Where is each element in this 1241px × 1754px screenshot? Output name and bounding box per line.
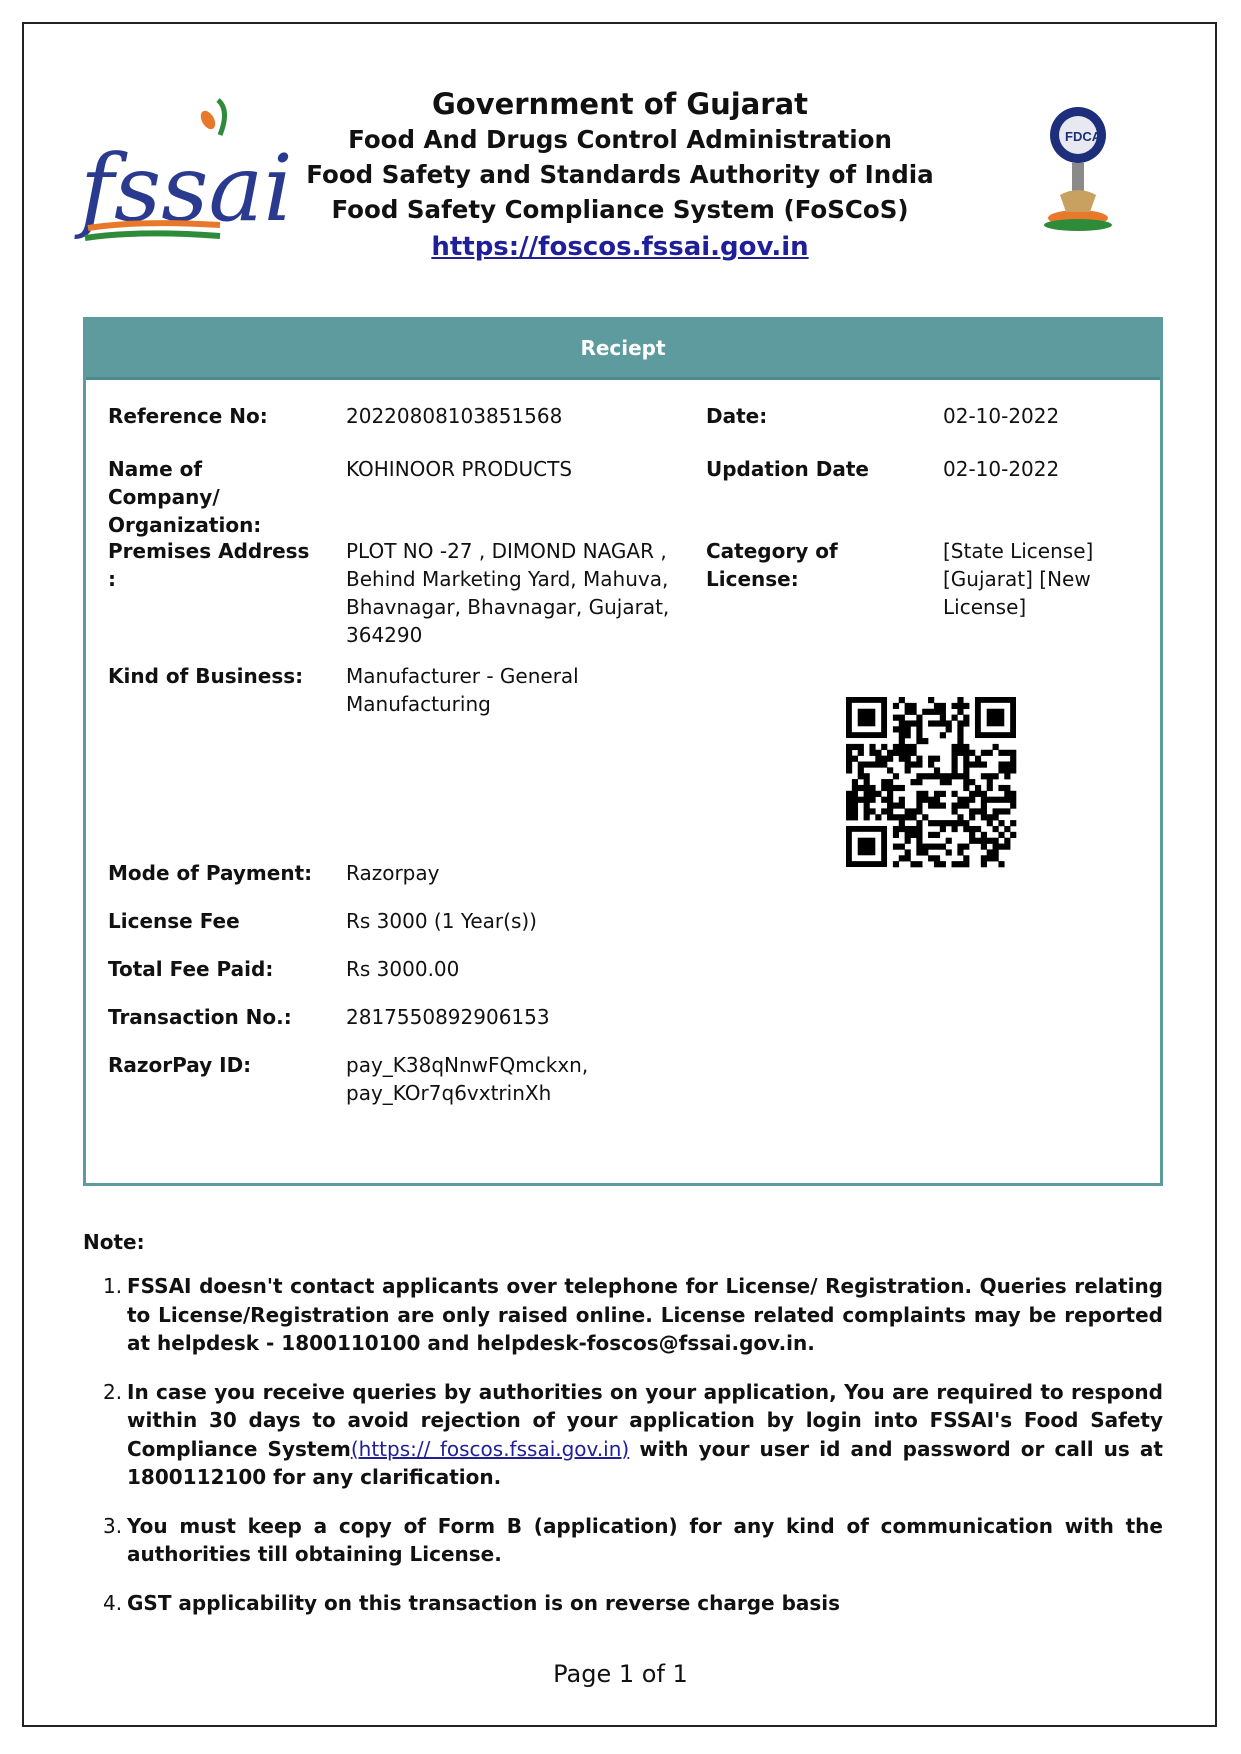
address-line: PLOT NO -27 , DIMOND NAGAR ,: [346, 539, 667, 563]
note-title: Note:: [83, 1230, 145, 1254]
note-text: In case you receive queries by authorities on your application, You are required to respond within 30 days to avoid rejection of your application by login into FSSAI's Food Safety Compliance System: [127, 1379, 1163, 1461]
note-item: [83, 1272, 1163, 1358]
date-value: 02-10-2022: [943, 404, 1060, 428]
business-value: [346, 662, 676, 718]
notes-list: [83, 1272, 1163, 1637]
total-fee-label: Total Fee Paid:: [108, 957, 274, 981]
razorpay-label: RazorPay ID:: [108, 1053, 252, 1077]
fdca-emblem: [1030, 100, 1130, 250]
note-text: with your user id and password or call us at 1800112100 for any clarification.: [127, 1436, 1163, 1489]
updation-date-label: Updation Date: [706, 457, 869, 481]
header-foscos: Food Safety Compliance System (FoSCoS): [331, 195, 909, 224]
note-number: 2.: [103, 1379, 123, 1404]
business-line: Manufacturer - General: [346, 664, 579, 688]
premises-label: Premises Address :: [108, 539, 310, 591]
receipt-box: [83, 317, 1163, 1186]
category-line: [State License]: [943, 539, 1094, 563]
note-number: 4.: [103, 1590, 123, 1615]
license-fee-value: Rs 3000 (1 Year(s)): [346, 909, 537, 933]
svg-text:FDCA: FDCA: [1065, 129, 1102, 144]
reference-label: Reference No:: [108, 404, 268, 428]
foscos-inline-link[interactable]: (https:// foscos.fssai.gov.in): [350, 1436, 630, 1461]
page-number: Page 1 of 1: [553, 1660, 688, 1688]
category-value: [943, 537, 1123, 621]
company-value: KOHINOOR PRODUCTS: [346, 457, 573, 481]
note-text: GST applicability on this transaction is on reverse charge basis: [127, 1590, 841, 1615]
payment-mode-label: Mode of Payment:: [108, 861, 313, 885]
header-block: [300, 86, 940, 267]
address-line: Bhavnagar, Bhavnagar, Gujarat,: [346, 595, 670, 619]
note-item: [83, 1512, 1163, 1569]
category-label: Category of License:: [706, 539, 838, 591]
transaction-label: Transaction No.:: [108, 1005, 292, 1029]
fssai-logo: [80, 80, 293, 255]
qr-code: [846, 697, 1016, 867]
svg-text:fssai: fssai: [80, 135, 293, 242]
razorpay-id-line: pay_K38qNnwFQmckxn,: [346, 1053, 589, 1077]
business-line: Manufacturing: [346, 692, 491, 716]
transaction-value: 2817550892906153: [346, 1005, 550, 1029]
header-government: Government of Gujarat: [431, 87, 809, 121]
note-item: [83, 1589, 1163, 1618]
note-number: 1.: [103, 1274, 123, 1298]
header-fssai: Food Safety and Standards Authority of India: [306, 160, 934, 189]
note-text: FSSAI doesn't contact applicants over telephone for License/ Registration. Queries relating to License/Registration are only raised online. License related complaints may be reported at helpdesk - 1800110100 and helpdesk-foscos@fssai.gov.in.: [127, 1274, 1163, 1355]
total-fee-value: Rs 3000.00: [346, 957, 460, 981]
note-text: You must keep a copy of Form B (application) for any kind of communication with the authorities till obtaining License.: [127, 1513, 1163, 1566]
razorpay-id-line: pay_KOr7q6vxtrinXh: [346, 1081, 552, 1105]
address-line: Behind Marketing Yard, Mahuva,: [346, 567, 669, 591]
updation-date-value: 02-10-2022: [943, 457, 1060, 481]
header-fdca: Food And Drugs Control Administration: [348, 125, 892, 154]
payment-mode-value: Razorpay: [346, 861, 440, 885]
company-label-line: Organization:: [108, 513, 262, 537]
category-line: License]: [943, 595, 1027, 619]
license-fee-label: License Fee: [108, 909, 240, 933]
note-number: 3.: [103, 1513, 123, 1538]
address-line: 364290: [346, 623, 423, 647]
header-website-link[interactable]: https://foscos.fssai.gov.in: [431, 232, 809, 262]
premises-value: [346, 537, 676, 649]
company-label-line: Name of Company/: [108, 457, 220, 509]
razorpay-value: [346, 1051, 676, 1107]
reference-value: 20220808103851568: [346, 404, 563, 428]
note-item: [83, 1378, 1163, 1492]
business-label: Kind of Business:: [108, 664, 304, 688]
company-label: [108, 455, 318, 539]
category-line: [Gujarat] [New: [943, 567, 1091, 591]
date-label: Date:: [706, 404, 768, 428]
receipt-title: Reciept: [86, 320, 1160, 380]
